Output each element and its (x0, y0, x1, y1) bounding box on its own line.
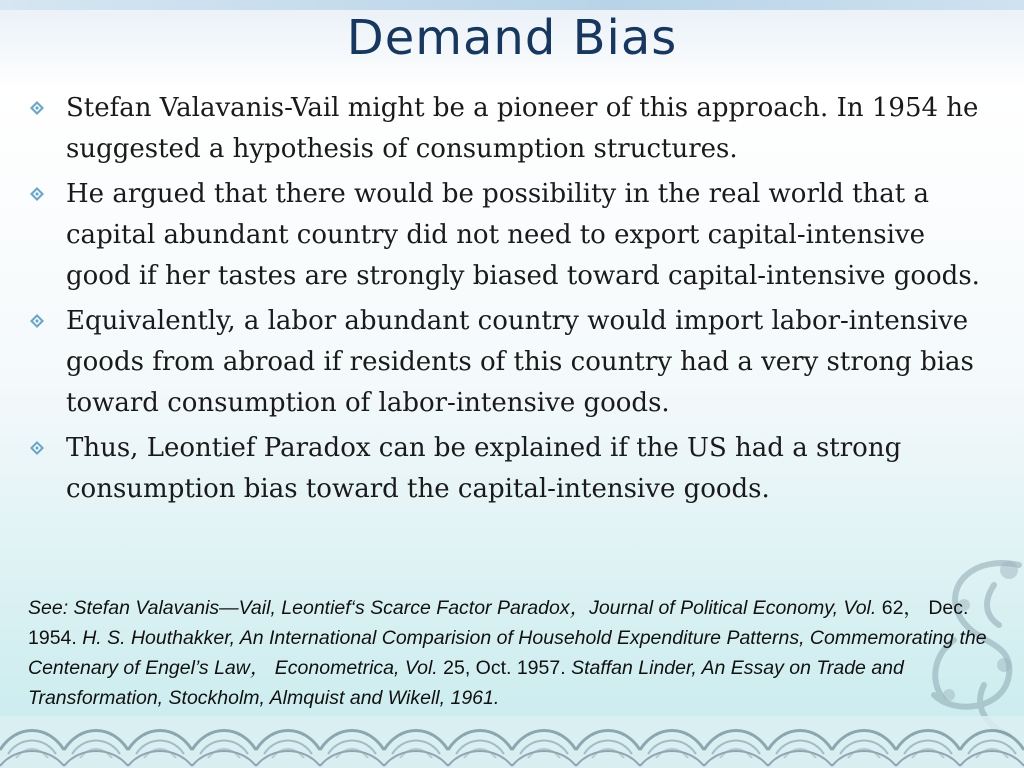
reference-3-citation: Staffan Linder, An Essay on Trade and Transformation, Stockholm, Almquist and Wikell, 1961. (28, 657, 904, 709)
bullet-item (30, 174, 990, 297)
reference-1-citation: See: Stefan Valavanis—Vail, Leontief‘s Scarce Factor Paradox，Journal of Political Economy, Vol. (28, 597, 877, 619)
reference-1-volume: 62， Dec. 1954. (28, 597, 969, 649)
diamond-bullet-icon (30, 314, 44, 328)
diamond-bullet-icon (30, 101, 44, 115)
reference-2-citation: H. S. Houthakker, An International Comparision of Household Expenditure Patterns, Commemorating the Centenary of Engel’s Law， Econometrica, Vol. (28, 627, 987, 679)
top-band (0, 0, 1024, 10)
bullet-item (30, 88, 990, 170)
bullet-text: Thus, Leontief Paradox can be explained if the US had a strong consumption bias toward the capital-intensive goods. (66, 433, 902, 504)
bullet-text: Stefan Valavanis-Vail might be a pioneer of this approach. In 1954 he suggested a hypothesis of consumption structures. (66, 93, 979, 164)
bullet-item (30, 301, 990, 424)
bullet-text: Equivalently, a labor abundant country would import labor-intensive goods from abroad if residents of this country had a very strong bias toward consumption of labor-intensive goods. (66, 306, 974, 418)
diamond-bullet-icon (30, 441, 44, 455)
slide-title: Demand Bias (346, 10, 678, 66)
bullet-list (30, 88, 990, 514)
references-text (28, 593, 988, 713)
bullet-text: He argued that there would be possibility in the real world that a capital abundant country did not need to export capital-intensive good if her tastes are strongly biased toward capital-intensive goods. (66, 179, 980, 291)
reference-2-volume: 25, Oct. 1957. (437, 657, 572, 679)
bullet-item (30, 428, 990, 510)
diamond-bullet-icon (30, 187, 44, 201)
wave-border-decoration (0, 716, 1024, 768)
